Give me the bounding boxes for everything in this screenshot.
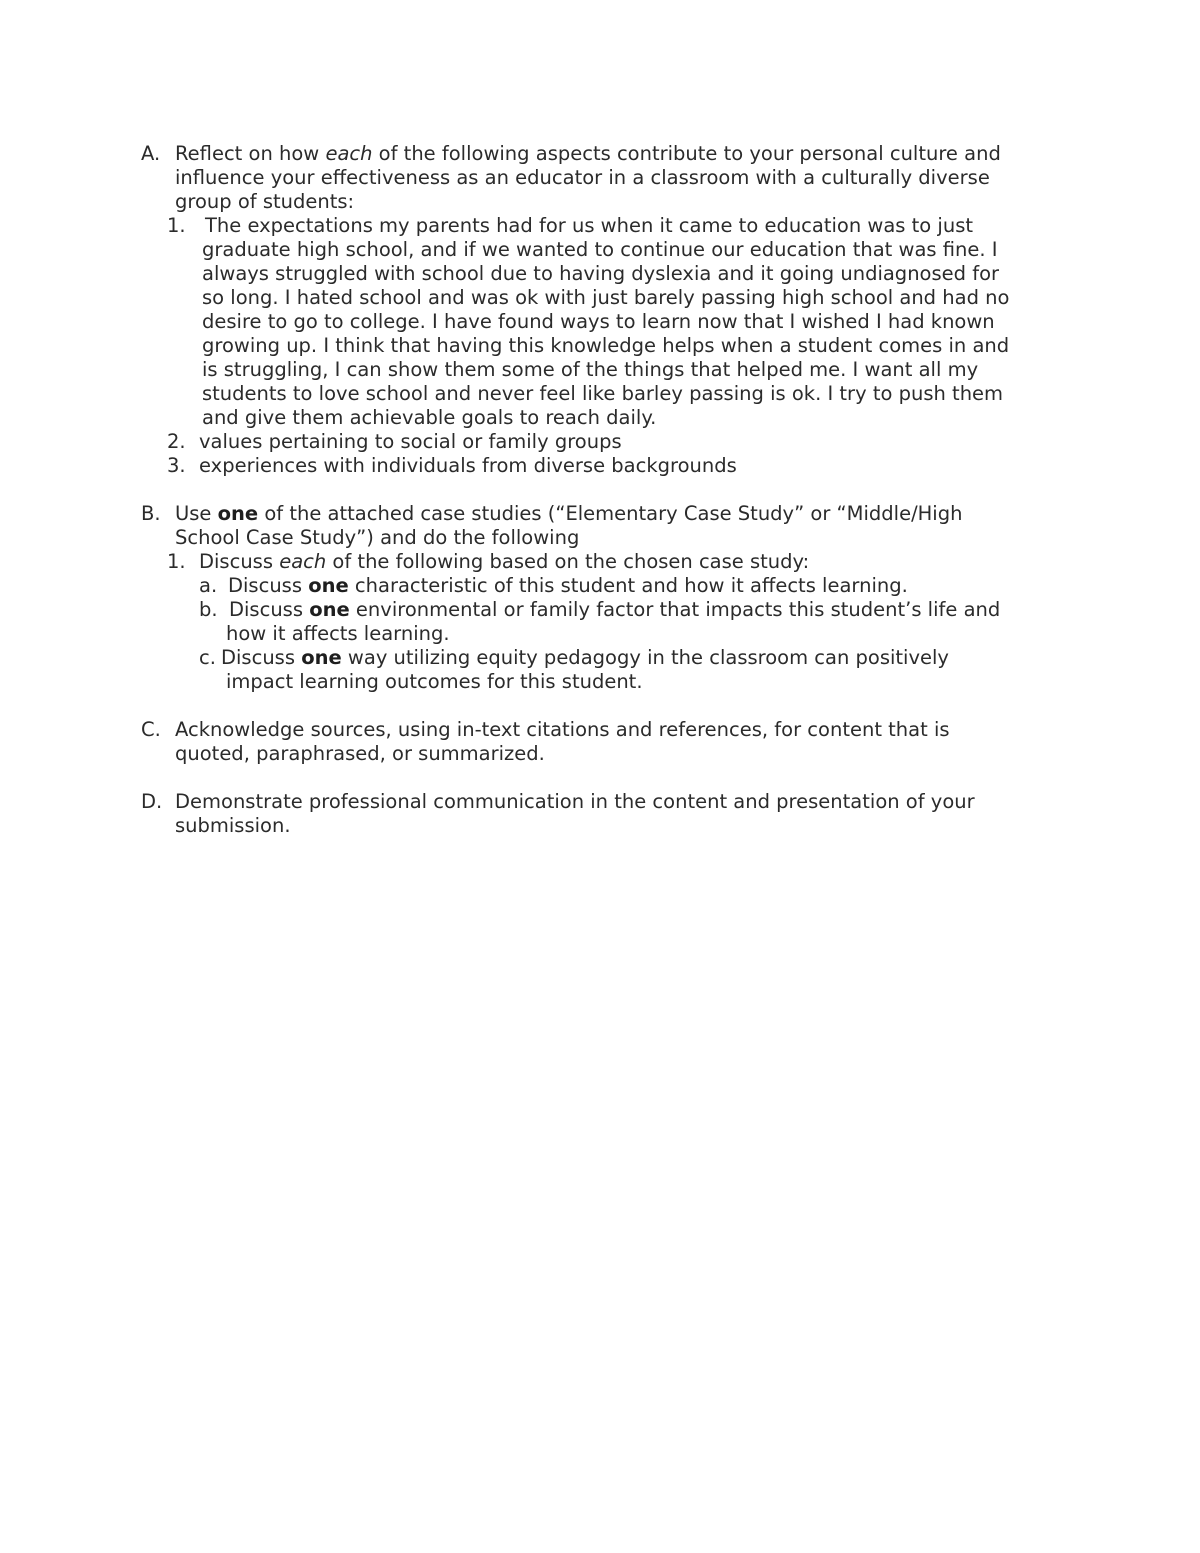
section-a-item-3-text: experiences with individuals from diverse backgrounds <box>199 454 737 477</box>
section-a-item-1-line: desire to go to college. I have found ways to learn now that I wished I had known <box>202 310 995 333</box>
section-b-subitem-c-marker: c. <box>199 646 216 669</box>
section-b-subitem-b-line-2: how it affects learning. <box>226 622 450 645</box>
section-b-subitem-a-text: Discuss one characteristic of this student and how it affects learning. <box>228 574 908 597</box>
section-a-marker: A. <box>141 142 161 165</box>
section-a-item-1-line: and give them achievable goals to reach daily. <box>202 406 657 429</box>
section-d-marker: D. <box>141 790 163 813</box>
section-a-item-1-line: is struggling, I can show them some of the things that helped me. I want all my <box>202 358 979 381</box>
section-a-item-1-line: graduate high school, and if we wanted to continue our education that was fine. I <box>202 238 998 261</box>
section-a-item-2-marker: 2. <box>167 430 186 453</box>
section-b-marker: B. <box>141 502 161 525</box>
section-a-item-1-line: growing up. I think that having this knowledge helps when a student comes in and <box>202 334 1010 357</box>
section-b-item-1-marker: 1. <box>167 550 186 573</box>
section-a-item-1-line: so long. I hated school and was ok with just barely passing high school and had no <box>202 286 1010 309</box>
section-a-item-1-line: students to love school and never feel like barley passing is ok. I try to push them <box>202 382 1004 405</box>
section-d-line-1: Demonstrate professional communication in the content and presentation of your <box>175 790 975 813</box>
section-a-item-2-text: values pertaining to social or family groups <box>199 430 622 453</box>
section-b-subitem-c-line-2: impact learning outcomes for this student. <box>226 670 643 693</box>
section-b-item-1-text: Discuss each of the following based on the chosen case study: <box>199 550 810 573</box>
section-a-item-1-line: The expectations my parents had for us when it came to education was to just <box>205 214 974 237</box>
section-a-intro-line-2: influence your effectiveness as an educator in a classroom with a culturally diverse <box>175 166 990 189</box>
section-b-intro-line-1: Use one of the attached case studies (“Elementary Case Study” or “Middle/High <box>175 502 963 525</box>
section-b-subitem-b-marker: b. <box>199 598 218 621</box>
section-c-line-2: quoted, paraphrased, or summarized. <box>175 742 545 765</box>
section-b-intro-line-2: School Case Study”) and do the following <box>175 526 580 549</box>
section-c-marker: C. <box>141 718 161 741</box>
section-a-intro-line-3: group of students: <box>175 190 355 213</box>
section-b-subitem-a-marker: a. <box>199 574 218 597</box>
section-a-item-1-line: always struggled with school due to having dyslexia and it going undiagnosed for <box>202 262 1000 285</box>
section-a-item-1-marker: 1. <box>167 214 186 237</box>
section-c-line-1: Acknowledge sources, using in-text citations and references, for content that is <box>175 718 950 741</box>
section-a-intro-line-1: Reflect on how each of the following aspects contribute to your personal culture and <box>175 142 1001 165</box>
section-a-item-3-marker: 3. <box>167 454 186 477</box>
section-d-line-2: submission. <box>175 814 291 837</box>
section-b-subitem-b-text: Discuss one environmental or family factor that impacts this student’s life and <box>229 598 1001 621</box>
section-b-subitem-c-text: Discuss one way utilizing equity pedagogy in the classroom can positively <box>221 646 949 669</box>
